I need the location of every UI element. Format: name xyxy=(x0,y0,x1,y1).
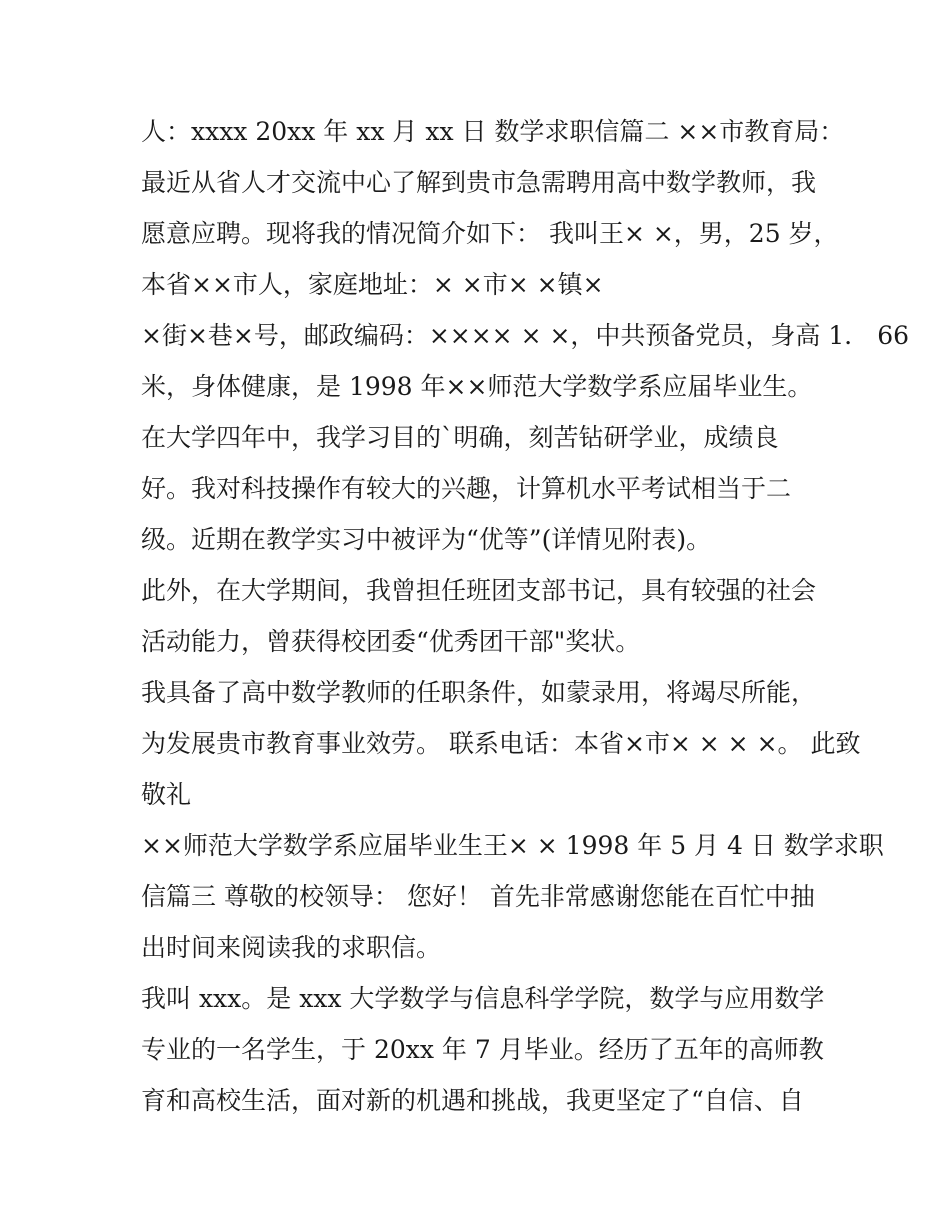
text-line-18: 我叫 xxx。是 xxx 大学数学与信息科学学院，数学与应用数学 xyxy=(141,984,825,1013)
text-line-12: 我具备了高中数学教师的任职条件，如蒙录用，将竭尽所能， xyxy=(141,678,817,707)
text-line-7: 在大学四年中，我学习目的`明确，刻苦钻研学业，成绩良 xyxy=(141,423,779,452)
text-line-20: 育和高校生活，面对新的机遇和挑战，我更坚定了“自信、自 xyxy=(141,1086,804,1115)
text-line-4: 本省××市人，家庭地址：× ×市× ×镇× xyxy=(141,270,604,299)
text-line-11: 活动能力，曾获得校团委“优秀团干部"奖状。 xyxy=(141,627,641,656)
text-line-19: 专业的一名学生，于 20xx 年 7 月毕业。经历了五年的高师教 xyxy=(141,1035,824,1064)
letter-body xyxy=(141,106,910,1126)
text-line-10: 此外，在大学期间，我曾担任班团支部书记，具有较强的社会 xyxy=(141,576,817,605)
text-line-16: 信篇三 尊敬的校领导： 您好！ 首先非常感谢您能在百忙中抽 xyxy=(141,882,815,911)
text-line-9: 级。近期在教学实习中被评为“优等”(详情见附表)。 xyxy=(141,525,712,554)
text-line-14: 敬礼 xyxy=(141,780,192,809)
text-line-15: ××师范大学数学系应届毕业生王× × 1998 年 5 月 4 日 数学求职 xyxy=(141,831,884,860)
text-line-3: 愿意应聘。现将我的情况简介如下： 我叫王× ×，男，25 岁， xyxy=(141,219,839,248)
text-line-17: 出时间来阅读我的求职信。 xyxy=(141,933,442,962)
text-line-8: 好。我对科技操作有较大的兴趣，计算机水平考试相当于二 xyxy=(141,474,792,503)
text-line-1: 人：xxxx 20xx 年 xx 月 xx 日 数学求职信篇二 ××市教育局： xyxy=(141,117,845,146)
text-line-6: 米，身体健康，是 1998 年××师范大学数学系应届毕业生。 xyxy=(141,372,813,401)
text-line-5: ×街×巷×号，邮政编码：×××× × ×，中共预备党员，身高 1． 66 xyxy=(141,321,910,350)
text-line-2: 最近从省人才交流中心了解到贵市急需聘用高中数学教师，我 xyxy=(141,168,817,197)
text-line-13: 为发展贵市教育事业效劳。 联系电话：本省×市× × × ×。 此致 xyxy=(141,729,861,758)
